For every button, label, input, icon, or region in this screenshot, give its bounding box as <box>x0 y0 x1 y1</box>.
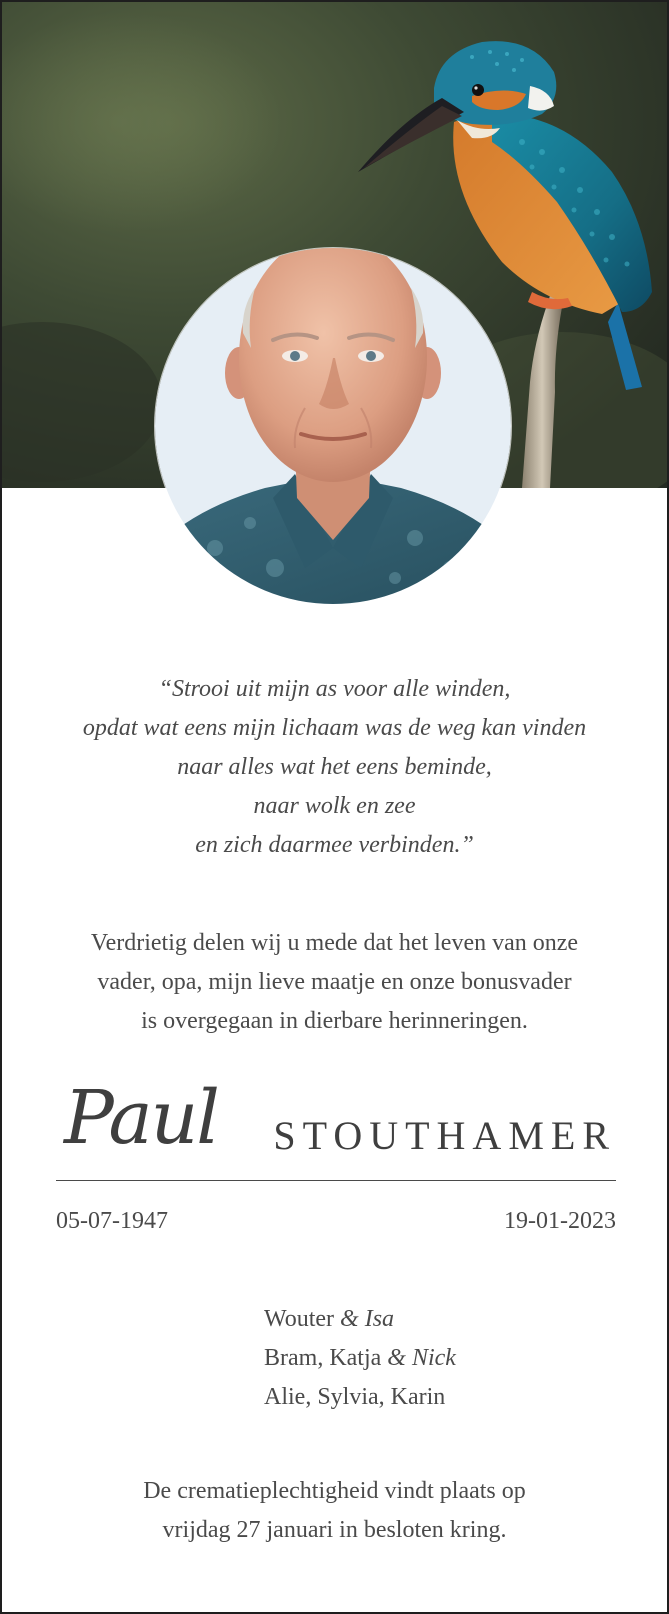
poem-line: “Strooi uit mijn as voor alle winden, <box>158 676 511 702</box>
family-line <box>264 1300 456 1339</box>
announcement-message <box>2 924 667 1041</box>
deceased-name <box>56 1070 616 1166</box>
poem <box>2 670 667 865</box>
message-line: is overgegaan in dierbare herinneringen. <box>141 1008 528 1034</box>
message-line: vader, opa, mijn lieve maatje en onze bonusvader <box>97 969 572 995</box>
family-names: Alie, Sylvia, Karin <box>264 1384 446 1410</box>
ampersand: & <box>387 1345 406 1371</box>
poem-line: opdat wat eens mijn lichaam was de weg kan vinden <box>82 715 587 741</box>
family-line <box>264 1378 456 1417</box>
poem-line: en zich daarmee verbinden.” <box>195 832 474 858</box>
family-names: Bram, Katja <box>264 1345 382 1371</box>
portrait-photo <box>155 248 511 604</box>
divider <box>56 1180 616 1181</box>
family-partner: Nick <box>411 1345 456 1371</box>
ampersand: & <box>340 1306 359 1332</box>
birth-date: 05-07-1947 <box>56 1208 168 1234</box>
poem-line: naar alles wat het eens beminde, <box>177 754 492 780</box>
service-line: vrijdag 27 januari in besloten kring. <box>162 1517 507 1543</box>
family-names: Wouter <box>264 1306 335 1332</box>
first-name: Paul <box>64 1075 218 1161</box>
last-name: STOUTHAMER <box>273 1113 616 1158</box>
death-date: 19-01-2023 <box>504 1208 616 1234</box>
service-info <box>2 1472 667 1550</box>
family-list <box>264 1300 456 1417</box>
family-line <box>264 1339 456 1378</box>
family-partner: Isa <box>364 1306 395 1332</box>
portrait-image <box>155 248 511 604</box>
message-line: Verdrietig delen wij u mede dat het leven van onze <box>90 930 579 956</box>
service-line: De crematieplechtigheid vindt plaats op <box>143 1478 526 1504</box>
poem-line: naar wolk en zee <box>253 793 416 819</box>
